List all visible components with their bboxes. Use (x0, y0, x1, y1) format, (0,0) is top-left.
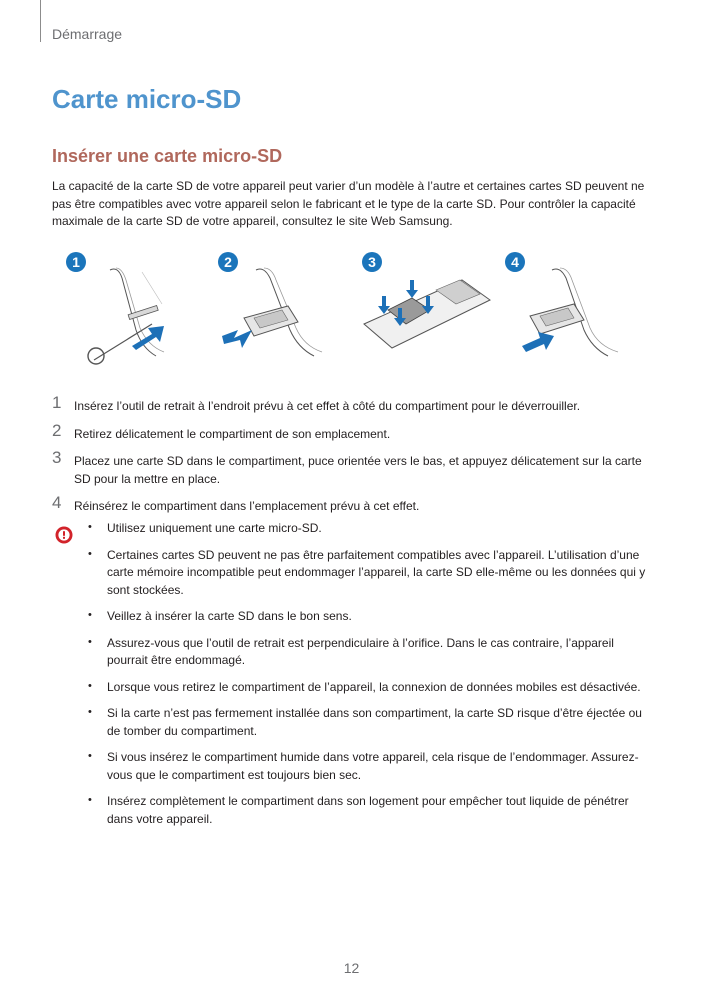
step-number: 2 (52, 420, 62, 440)
step-number: 4 (52, 493, 62, 512)
caution-text: Si la carte n’est pas fermement installée dans son compartiment, la carte SD risque d’être éjectée ou de tomber du compartiment. (107, 706, 642, 738)
bullet-mark: • (88, 794, 92, 806)
step-item (52, 393, 652, 416)
step-item (52, 420, 652, 444)
caution-text: Utilisez uniquement une carte micro-SD. (107, 521, 322, 535)
caution-item (86, 635, 652, 670)
warning-icon (55, 526, 73, 544)
step-text: Réinsérez le compartiment dans l’emplacement prévu à cet effet. (74, 499, 420, 513)
page-title: Carte micro-SD (52, 84, 242, 114)
eject-tool-ring (88, 348, 104, 364)
illustration-step-3 (362, 252, 490, 348)
caution-item (86, 520, 652, 538)
insert-arrow-icon (132, 326, 164, 350)
step-item (52, 448, 652, 488)
caution-text: Certaines cartes SD peuvent ne pas être parfaitement compatibles avec l’appareil. L’utilisation d’une carte mémoire incompatible peut endommager l’appareil, la carte SD elle-même ou les données qui y sont stockées. (107, 547, 646, 597)
step-badge-3-number: 3 (368, 254, 376, 270)
page-number: 12 (343, 960, 360, 976)
insertion-illustration (52, 244, 652, 384)
step-item (52, 493, 652, 516)
caution-item (86, 749, 652, 784)
caution-text: Lorsque vous retirez le compartiment de l’appareil, la connexion de données mobiles est désactivée. (107, 679, 641, 694)
illustration-step-2 (218, 252, 322, 356)
caution-item (86, 608, 652, 626)
caution-item (86, 793, 652, 828)
step-badge-4-number: 4 (511, 254, 519, 270)
step-badge-1-number: 1 (72, 254, 80, 270)
bullet-mark: • (88, 635, 92, 648)
section-label: Démarrage (52, 26, 123, 42)
caution-text: Veillez à insérer la carte SD dans le bon sens. (107, 609, 352, 623)
step-number: 3 (52, 448, 62, 467)
caution-item (86, 679, 652, 697)
press-arrow-icon (378, 296, 390, 314)
caution-item (86, 547, 652, 600)
section-subtitle: Insérer une carte micro-SD (52, 146, 283, 166)
bullet-mark: • (88, 706, 92, 718)
bullet-mark: • (88, 521, 92, 533)
illustration-step-1 (66, 252, 164, 364)
step-number: 1 (52, 393, 62, 412)
illustration-step-4 (505, 252, 618, 356)
step-text: Placez une carte SD dans le compartiment, puce orientée vers le bas, et appuyez délicatement sur la carte SD pour la mettre en place. (74, 454, 642, 486)
step-list (52, 393, 652, 526)
step-badge-2-number: 2 (224, 254, 232, 270)
bullet-mark: • (88, 679, 92, 692)
caution-text: Assurez-vous que l’outil de retrait est perpendiculaire à l’orifice. Dans le cas contraire, l’appareil pourrait être endommagé. (107, 635, 614, 667)
step-text: Insérez l’outil de retrait à l’endroit prévu à cet effet à côté du compartiment pour le déverrouiller. (74, 399, 581, 413)
bullet-mark: • (88, 750, 92, 762)
bullet-mark: • (88, 547, 92, 560)
caution-list (86, 520, 652, 837)
caution-text: Insérez complètement le compartiment dans son logement pour empêcher tout liquide de pénétrer dans votre appareil. (107, 794, 629, 826)
bullet-mark: • (88, 609, 92, 621)
caution-item (86, 705, 652, 740)
press-arrow-icon (406, 280, 418, 298)
reinsert-arrow-icon (522, 332, 554, 352)
remove-arrow-icon (222, 330, 252, 348)
intro-paragraph: La capacité de la carte SD de votre appareil peut varier d’un modèle à l’autre et certaines cartes SD peuvent ne pas être compatibles avec votre appareil selon le fabricant et le type de la carte SD. Pour contrôler la capacité maximale de la carte SD de votre appareil, consultez le site Web Samsung. (52, 179, 645, 228)
step-text: Retirez délicatement le compartiment de son emplacement. (74, 426, 391, 441)
corner-line (40, 0, 41, 42)
caution-text: Si vous insérez le compartiment humide dans votre appareil, cela risque de l’endommager. Assurez-vous que le compartiment est toujours bien sec. (107, 750, 639, 782)
